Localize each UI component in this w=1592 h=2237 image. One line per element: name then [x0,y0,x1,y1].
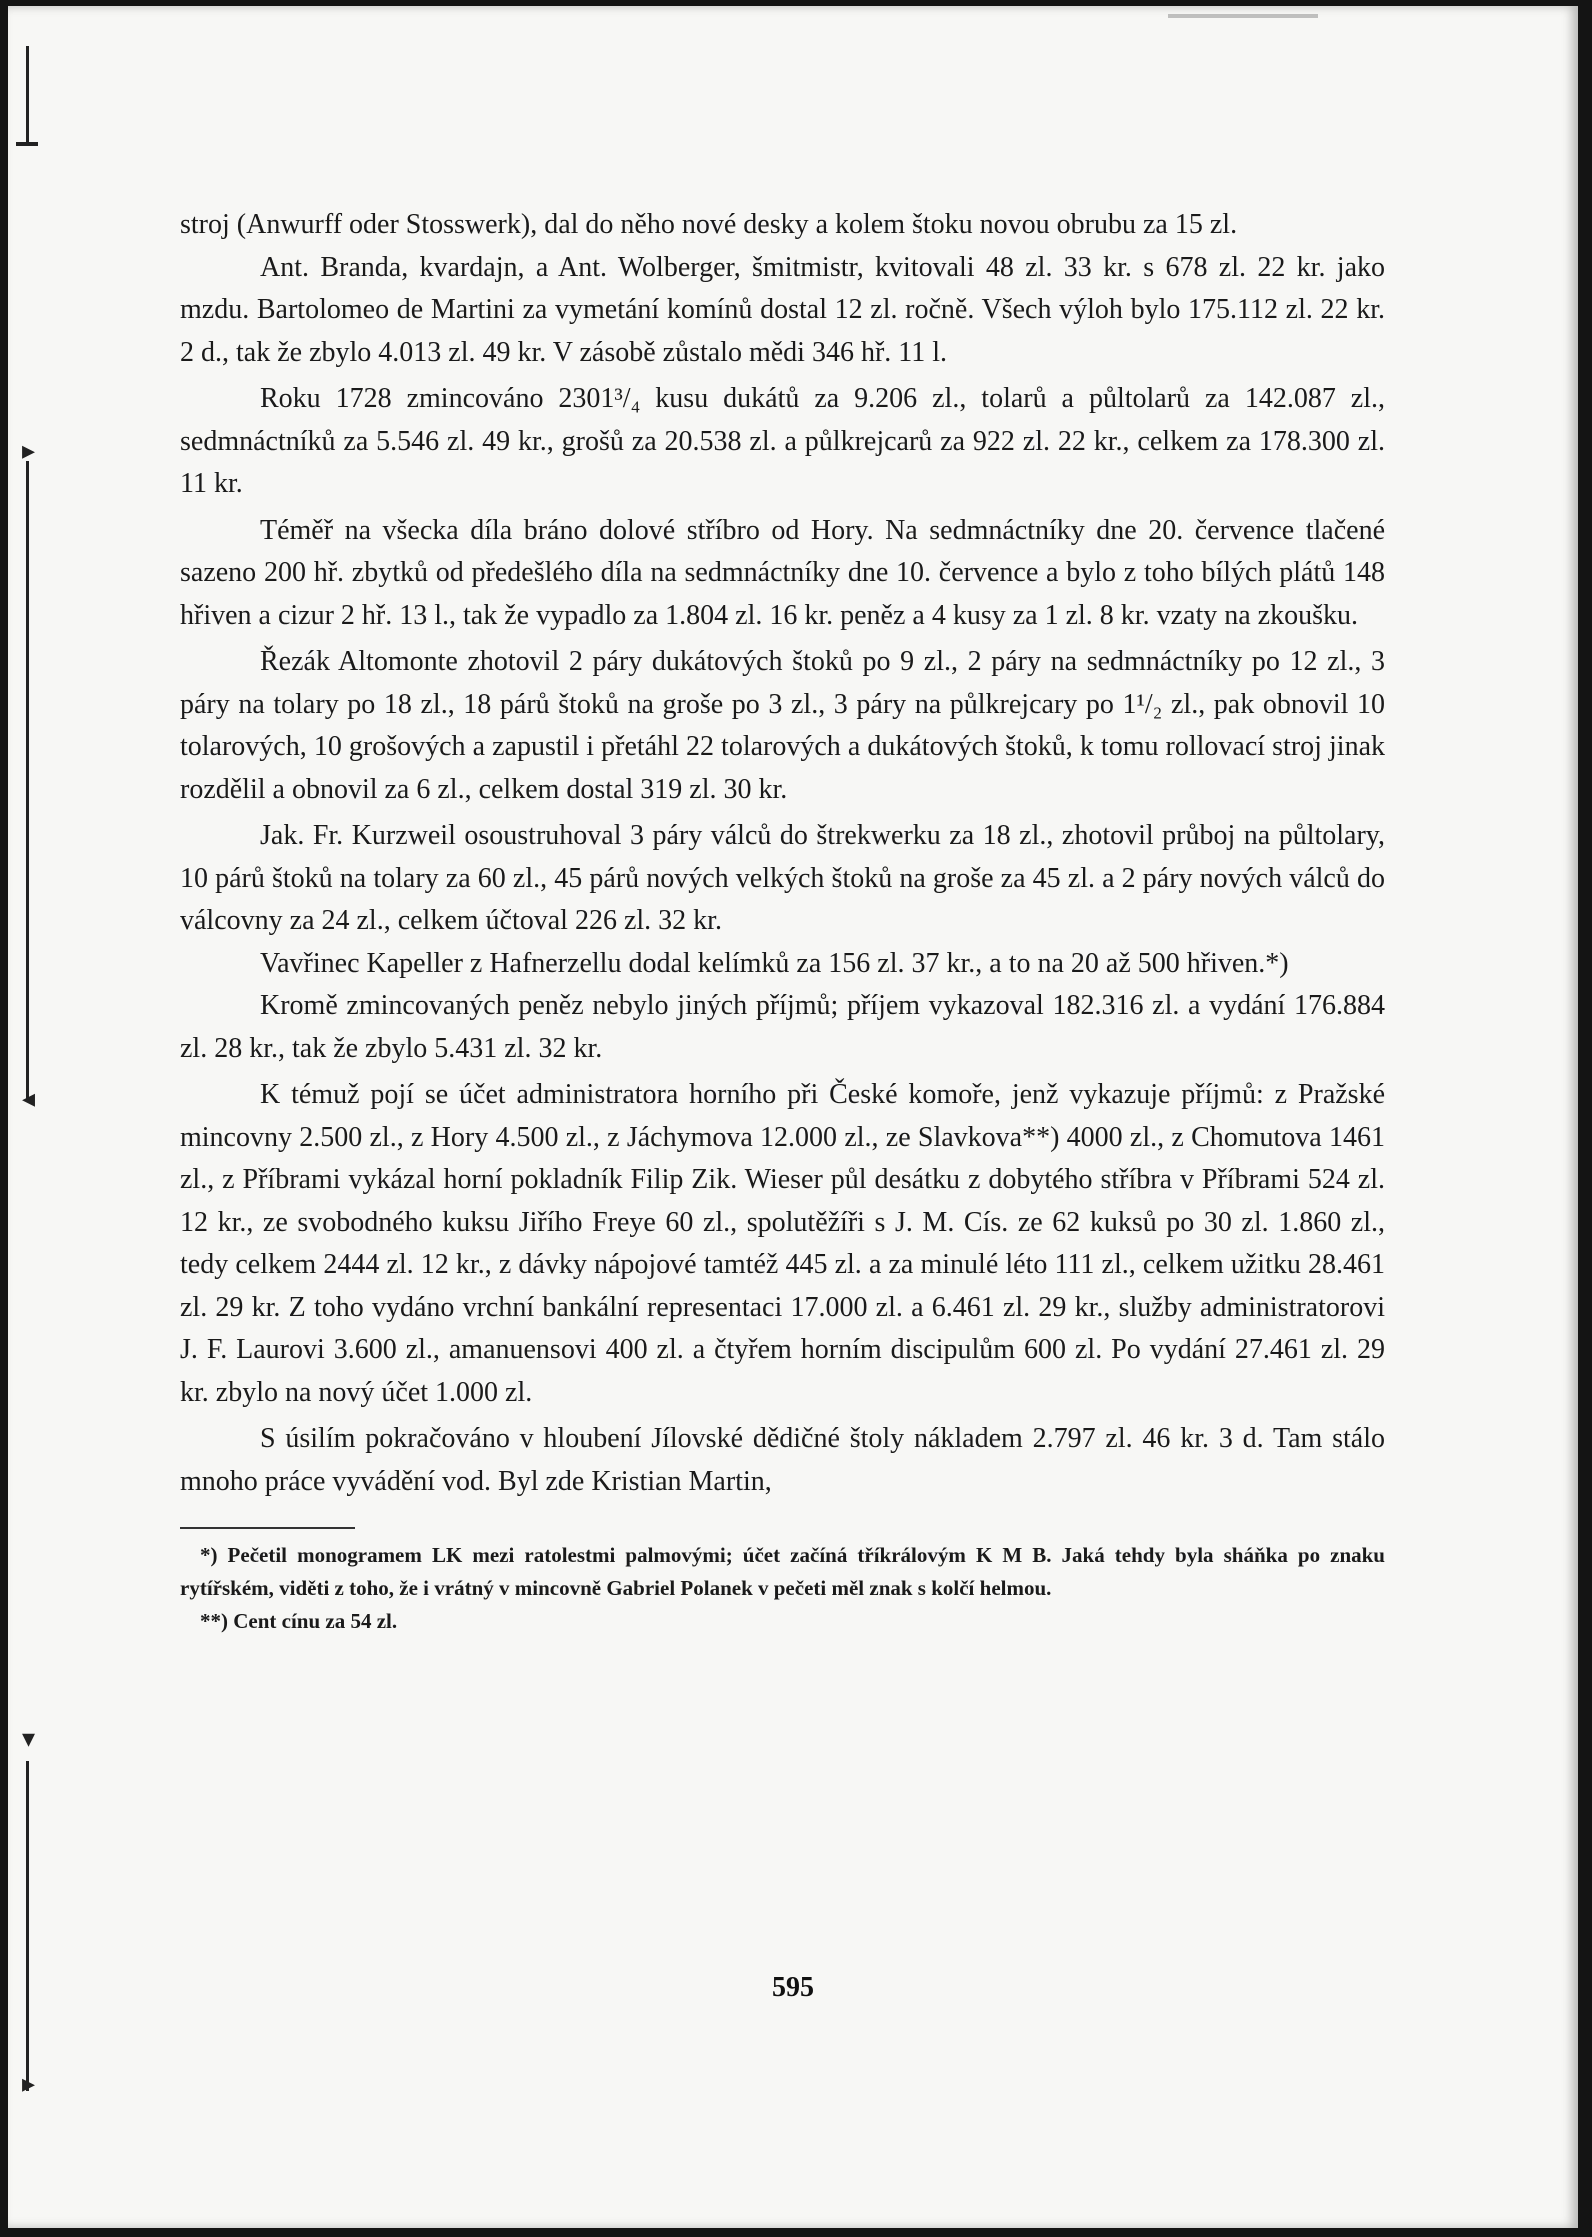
footnote-divider [180,1527,355,1529]
footnote: **) Cent cínu za 54 zl. [200,1609,398,1633]
paragraph: Roku 1728 zmincováno 2301³/₄ kusu dukátů za 9.206 zl., tolarů a půltolarů za 142.087 zl., sedmnáctníků za 5.546 zl. 49 kr., grošů za 20.538 zl. a půlkrejcarů za 922 zl. 22 kr., celkem za 178.300 zl. 11 kr. [180,383,1385,499]
footnotes [180,1539,1385,1638]
paragraph: Vavřinec Kapeller z Hafnerzellu dodal kelímků za 156 zl. 37 kr., a to na 20 až 500 hřiven.*) [260,947,1289,979]
margin-tick [16,142,38,146]
paragraph: Jak. Fr. Kurzweil osoustruhoval 3 páry válců do štrekwerku za 18 zl., zhotovil průboj na půltolary, 10 párů štoků na tolary za 60 zl., 45 párů nových velkých štoků na groše za 45 zl. a 2 páry nových válců do válcovny za 24 zl., celkem účtoval 226 zl. 32 kr. [180,820,1385,936]
footnote: *) Pečetil monogramem LK mezi ratolestmi palmovými; účet začíná tříkrálovým K M B. Jaká tehdy byla sháňka po znaku rytířském, viděti z toho, že i vrátný v mincovně Gabriel Polanek v pečeti měl znak s kolčí helmou. [180,1543,1385,1600]
margin-bracket [26,46,29,146]
margin-line [26,1761,29,2091]
scan-mark [1168,14,1318,18]
paragraph: stroj (Anwurff oder Stosswerk), dal do něho nové desky a kolem štoku novou obrubu za 15 zl. [180,209,1238,240]
margin-arrow-icon: ◂ [22,1084,36,1113]
book-page [8,6,1578,2228]
paragraph: S úsilím pokračováno v hloubení Jílovské dědičné štoly nákladem 2.797 zl. 46 kr. 3 d. Tam stálo mnoho práce vyvádění vod. Byl zde Kristian Martin, [180,1423,1385,1497]
main-text [180,204,1385,1638]
margin-arrow-icon: ▸ [22,2069,36,2098]
paragraph: K témuž pojí se účet administratora horního při České komoře, jenž vykazuje příjmů: z Pražské mincovny 2.500 zl., z Hory 4.500 zl., z Jáchymova 12.000 zl., ze Slavkova**) 4000 zl., z Chomutova 1461 zl., z Příbrami vykázal horní pokladník Filip Zik. Wieser půl desátku z dobytého stříbra v Příbrami 524 zl. 12 kr., ze svobodného kuksu Jiřího Freye 60 zl., spolutěžíři s J. M. Cís. ze 62 kuksů po 30 zl. 1.860 zl., tedy celkem 2444 zl. 12 kr., z dávky nápojové tamtéž 445 zl. a za minulé léto 111 zl., celkem užitku 28.461 zl. 29 kr. Z toho vydáno vrchní bankální representaci 17.000 zl. a 6.461 zl. 29 kr., služby administratorovi J. F. Laurovi 3.600 zl., amanuensovi 400 zl. a čtyřem horním discipulům 600 zl. Po vydání 27.461 zl. 29 kr. zbylo na nový účet 1.000 zl. [180,1079,1385,1408]
paragraph: Kromě zmincovaných peněz nebylo jiných příjmů; příjem vykazoval 182.316 zl. a vydání 176.884 zl. 28 kr., tak že zbylo 5.431 zl. 32 kr. [180,990,1385,1064]
page-number: 595 [772,1972,814,2003]
paragraph: Ant. Branda, kvardajn, a Ant. Wolberger, šmitmistr, kvitovali 48 zl. 33 kr. s 678 zl. 22 kr. jako mzdu. Bartolomeo de Martini za vymetání komínů dostal 12 zl. ročně. Všech výloh bylo 175.112 zl. 22 kr. 2 d., tak že zbylo 4.013 zl. 49 kr. V zásobě zůstalo mědi 346 hř. 11 l. [180,251,1385,368]
paragraph: Řezák Altomonte zhotovil 2 páry dukátových štoků po 9 zl., 2 páry na sedmnáctníky po 12 zl., 3 páry na tolary po 18 zl., 18 párů štoků na groše po 3 zl., 3 páry na půlkrejcary po 1¹/₂ zl., pak obnovil 10 tolarových, 10 grošových a zapustil i přetáhl 22 tolarových a dukátových štoků, k tomu rollovací stroj jinak rozdělil a obnovil za 6 zl., celkem dostal 319 zl. 30 kr. [180,646,1385,805]
margin-arrow-icon: ▾ [22,1724,36,1753]
margin-line [26,461,29,1101]
margin-arrow-icon: ▸ [22,436,36,465]
paragraph: Téměř na všecka díla bráno dolové stříbro od Hory. Na sedmnáctníky dne 20. července tlačené sazeno 200 hř. zbytků od předešlého díla na sedmnáctníky dne 10. července a bylo z toho bílých plátů 148 hřiven a cizur 2 hř. 13 l., tak že vypadlo za 1.804 zl. 16 kr. peněz a 4 kusy za 1 zl. 8 kr. vzaty na zkoušku. [180,514,1385,631]
